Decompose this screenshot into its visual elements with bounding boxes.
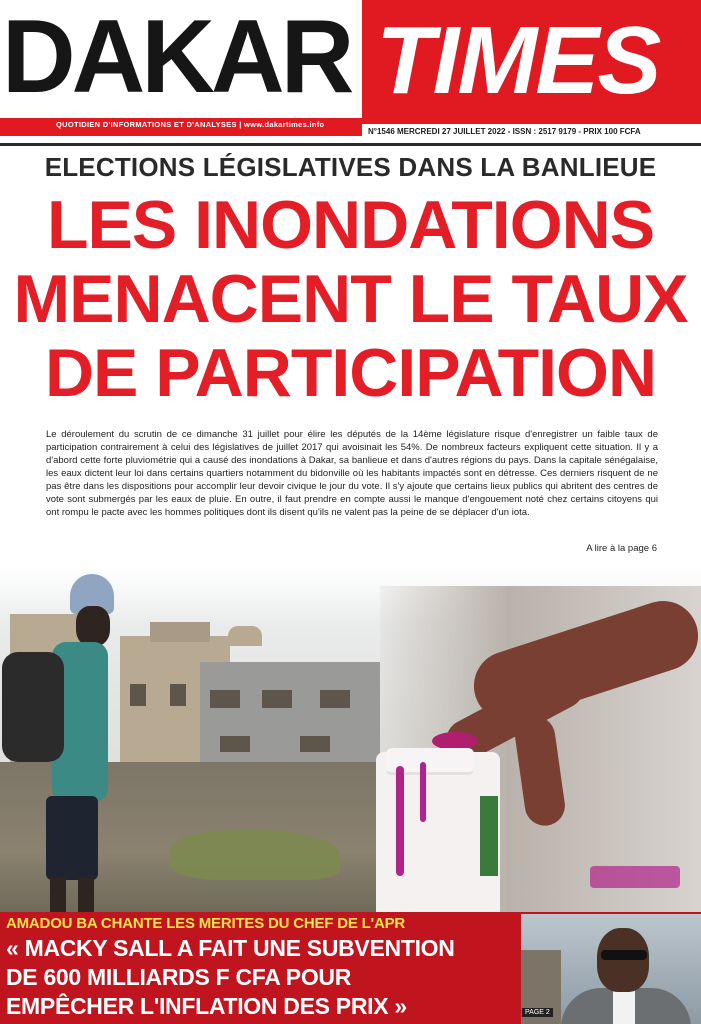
- masthead-divider: [0, 143, 701, 146]
- lead-headline-line-1: LES INONDATIONS: [46, 187, 655, 263]
- masthead: [0, 0, 701, 140]
- secondary-headline-line-3: EMPÊCHER L'INFLATION DES PRIX »: [6, 993, 407, 1019]
- masthead-tagline-bar: [0, 118, 362, 136]
- sunglasses: [601, 950, 647, 960]
- masthead-title-dakar: DAKAR: [2, 0, 351, 115]
- lead-headline-line-3: DE PARTICIPATION: [44, 335, 657, 411]
- read-more-link[interactable]: A lire à la page 6: [586, 543, 657, 554]
- man-head: [76, 606, 110, 646]
- secondary-kicker: AMADOU BA CHANTE LES MERITES DU CHEF DE L'APR: [6, 915, 406, 932]
- man-shorts: [46, 796, 98, 880]
- page-tag: PAGE 2: [522, 1008, 553, 1017]
- secondary-headline: [6, 934, 526, 1021]
- secondary-story-banner[interactable]: [0, 912, 701, 1024]
- building-dome: [228, 626, 262, 646]
- building: [150, 622, 210, 642]
- issue-info: N°1546 MERCREDI 27 JUILLET 2022 - ISSN : 2517 9179 - PRIX 100 FCFA: [368, 127, 641, 136]
- masthead-title-times: TIMES: [376, 7, 660, 114]
- lead-headline-line-2: MENACENT LE TAUX: [13, 261, 688, 337]
- lead-kicker: ELECTIONS LÉGISLATIVES DANS LA BANLIEUE: [44, 152, 657, 182]
- issue-info-bar: [362, 124, 701, 140]
- lead-body-text: Le déroulement du scrutin de ce dimanche 31 juillet pour élire les députés de la 14ème législature risque d'enregistrer un faible taux de participation contrairement à celui des législatives de juillet 2017 qui avoisinait les 54%. De nombreux facteurs expliquent cette situation. Il y a d'abord cette forte pluviométrie qui a causé des inondations à Dakar, sa banlieue et dans d'autres régions du pays. Dans la capitale sénégalaise, les eaux dictent leur loi dans certains quartiers notamment du bidonville où les habitants impactés sont en détresse. Ces derniers risquent de ne pas être dans les dispositions pour accomplir leur devoir civique le jour du vote. Il s'y ajoute que certains lieux publics qui abritent des centres de vote sont submergés par les eaux de pluie. En outre, il faut prendre en compte aussi le manque d'engouement noté chez certains citoyens qui ont rompu le pacte avec les hommes politiques dont ils disent qu'ils ne valent pas la peine de se déplacer d'un iota.: [46, 429, 658, 518]
- masthead-tagline: QUOTIDIEN D'INFORMATIONS ET D'ANALYSES | www.dakartimes.info: [56, 120, 325, 129]
- secondary-headline-line-1: « MACKY SALL A FAIT UNE SUBVENTION: [6, 935, 455, 961]
- secondary-headline-line-2: DE 600 MILLIARDS F CFA POUR: [6, 964, 352, 990]
- backpack: [2, 652, 64, 762]
- masthead-right: [362, 0, 701, 124]
- lead-photo: [0, 566, 701, 912]
- lead-headline: [0, 188, 701, 410]
